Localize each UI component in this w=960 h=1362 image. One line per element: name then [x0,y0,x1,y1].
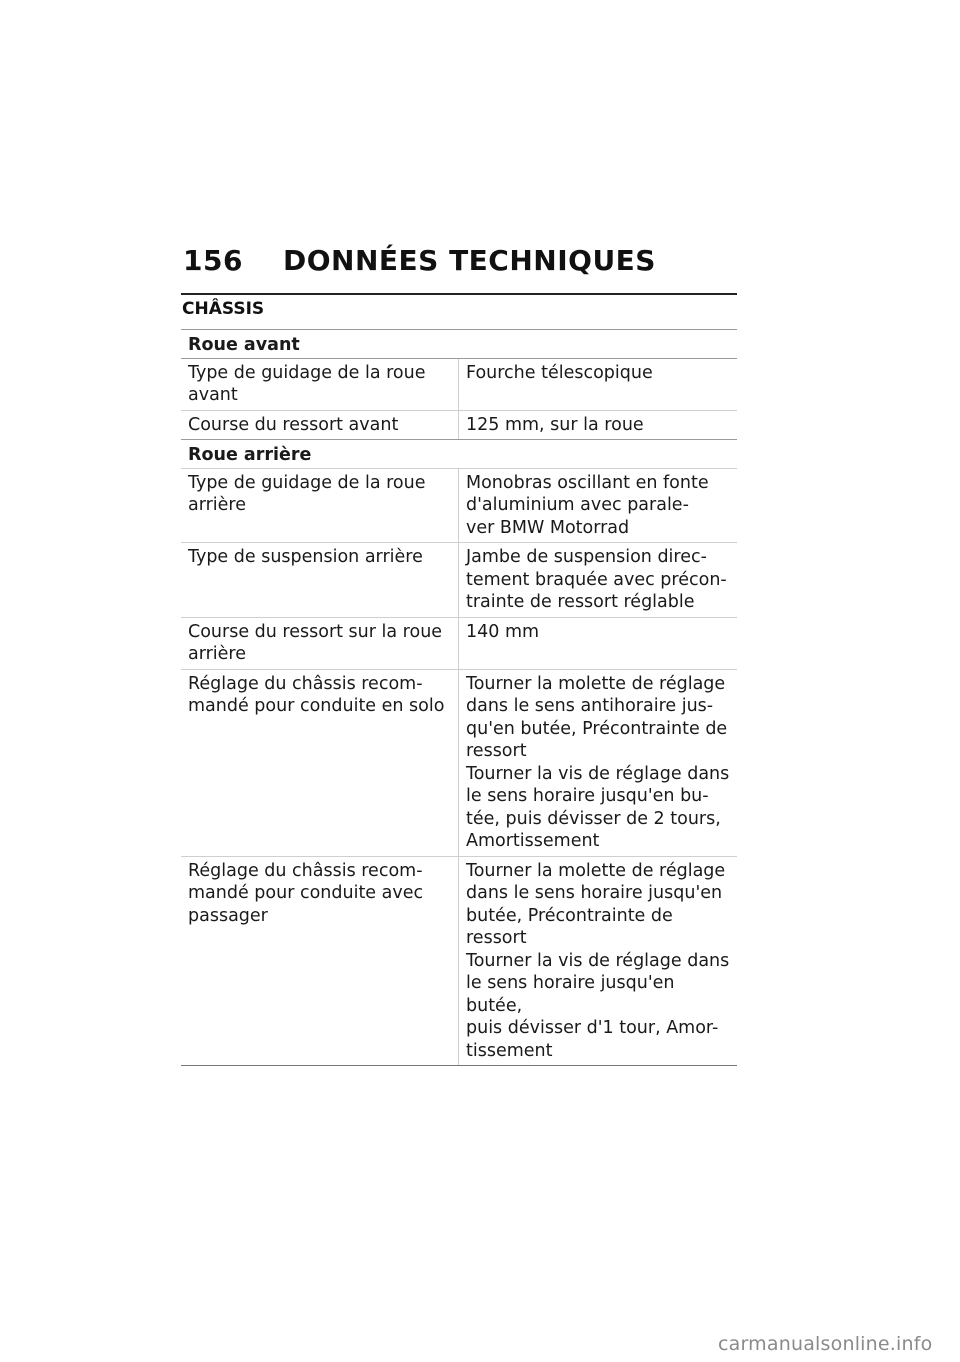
spec-label: Réglage du châssis recom- mandé pour conduite en solo [181,670,459,856]
section-title: CHÂSSIS [182,299,265,319]
table-group-heading [181,330,737,359]
group-heading-front: Roue avant [188,335,300,355]
spec-label: Course du ressort sur la roue arrière [181,618,459,669]
spec-value: Tourner la molette de réglage dans le sens horaire jusqu'en butée, Précontrainte de ressort Tourner la vis de réglage dans le sens horaire jusqu'en butée, puis dévisser d'1 tour, Amor- tissement [466,860,730,1061]
spec-value: Fourche télescopique [466,362,653,383]
spec-label: Type de suspension arrière [181,543,459,617]
spec-label: Type de guidage de la roue arrière [181,469,459,543]
spec-value: 125 mm, sur la roue [466,414,644,435]
table-row [181,857,737,1067]
spec-label: Réglage du châssis recom- mandé pour conduite avec passager [181,857,459,1066]
table-row [181,411,737,441]
group-heading-rear: Roue arrière [188,445,312,465]
spec-value: Tourner la molette de réglage dans le sens antihoraire jus- qu'en butée, Précontrainte de ressort Tourner la vis de réglage dans le sens horaire jusqu'en bu- tée, puis dévisser de 2 tours, Amortissement [466,673,730,851]
table-row [181,543,737,618]
watermark: carmanualsonline.info [718,1333,933,1355]
spec-value: Jambe de suspension direc- tement braquée avec précon- trainte de ressort réglable [466,547,727,612]
table-row [181,670,737,857]
page-number: 156 [183,244,243,277]
table-row [181,469,737,544]
table-row [181,618,737,670]
table-row [181,359,737,411]
header-rule [181,293,737,295]
spec-value: Monobras oscillant en fonte d'aluminium avec parale- ver BMW Motorrad [466,472,709,538]
spec-label: Type de guidage de la roue avant [181,359,459,410]
specs-table [181,329,737,1066]
spec-value: 140 mm [466,621,540,642]
page-header [183,244,656,277]
chapter-title: DONNÉES TECHNIQUES [283,244,656,277]
table-group-heading [181,440,737,469]
spec-label: Course du ressort avant [181,411,459,440]
